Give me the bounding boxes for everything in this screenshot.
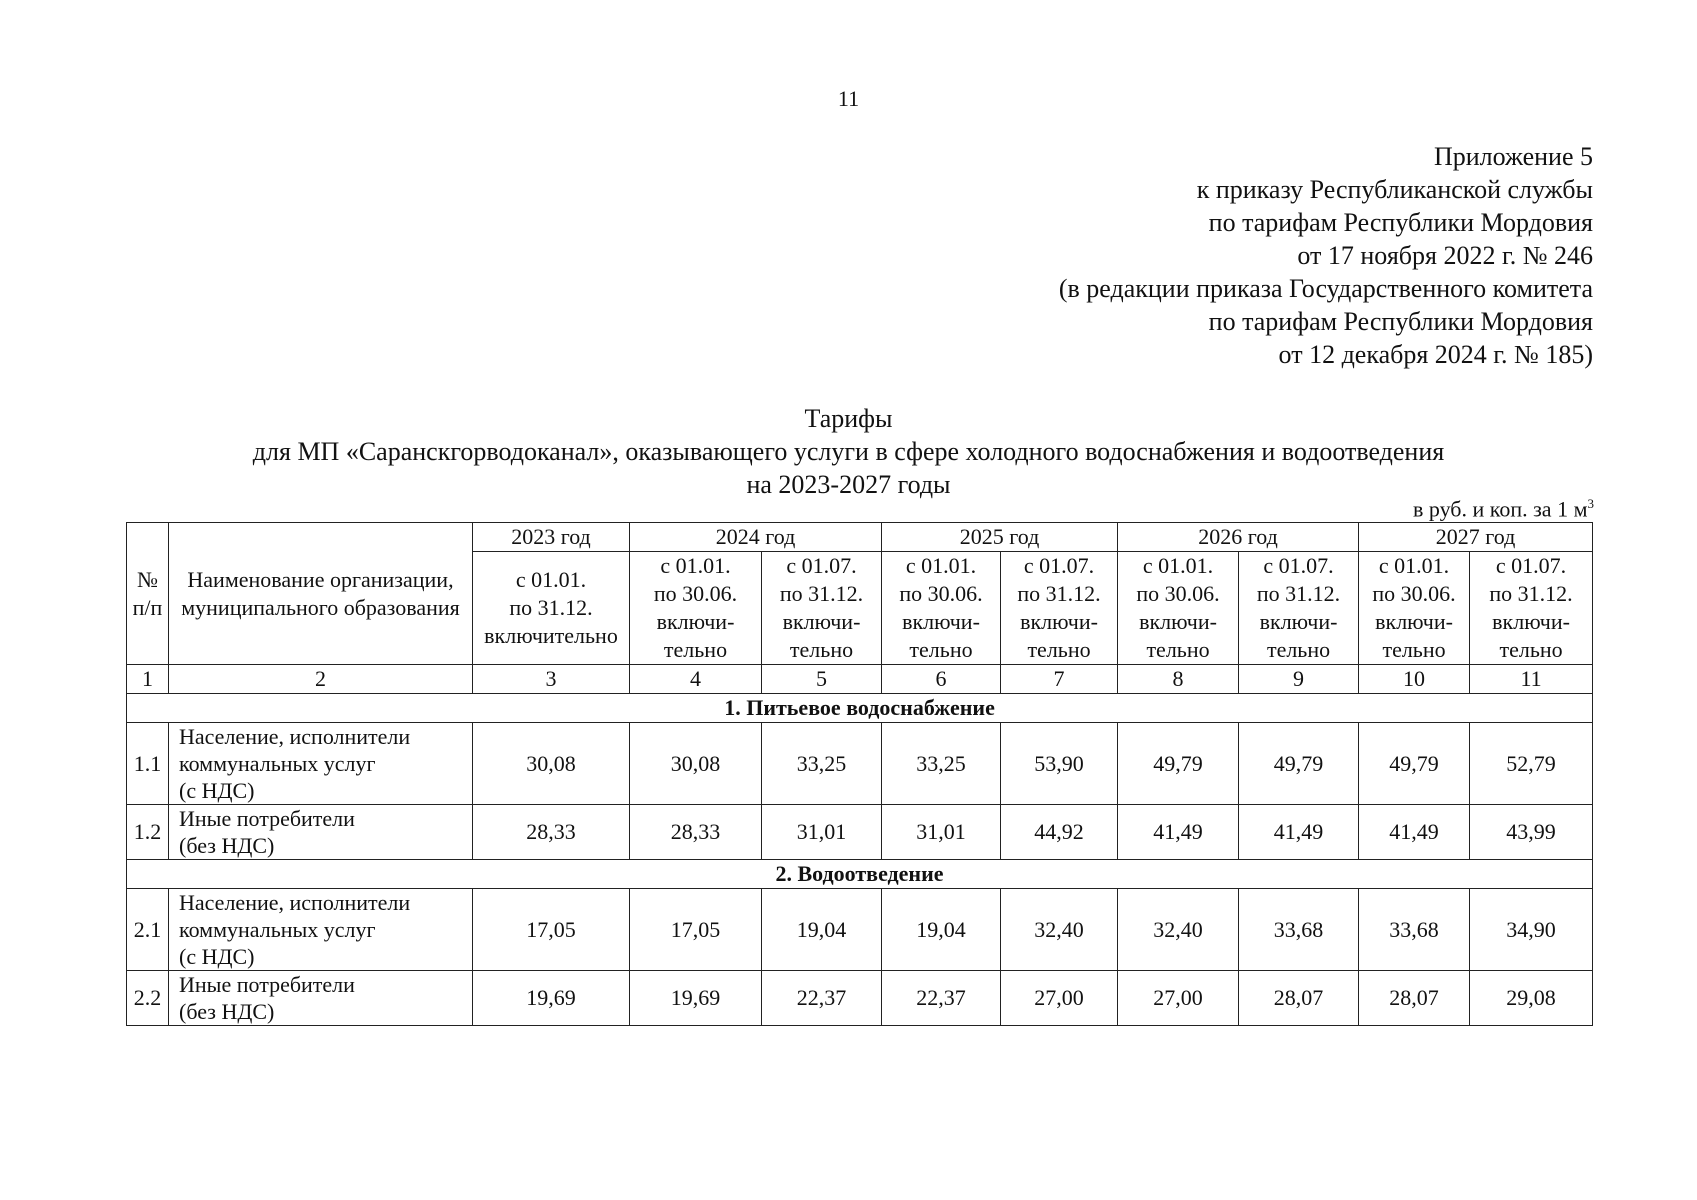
row-name <box>169 889 473 971</box>
row-number: 2.2 <box>127 971 169 1026</box>
tariff-value: 30,08 <box>473 723 630 805</box>
period-line: с 01.07. <box>1495 553 1567 578</box>
table-row <box>127 889 1593 971</box>
section-title: 1. Питьевое водоснабжение <box>127 694 1593 723</box>
appendix-line: по тарифам Республики Мордовия <box>1208 208 1593 237</box>
column-number: 10 <box>1359 665 1470 694</box>
period-header <box>882 552 1001 665</box>
column-number: 11 <box>1470 665 1593 694</box>
period-line: тельно <box>1146 637 1210 662</box>
row-name-line: коммунальных услуг <box>179 751 376 776</box>
column-number: 2 <box>169 665 473 694</box>
tariff-value: 32,40 <box>1001 889 1118 971</box>
row-name-line: (с НДС) <box>179 944 255 969</box>
period-line: включи- <box>1020 609 1098 634</box>
period-line: включи- <box>656 609 735 634</box>
period-line: с 01.01. <box>515 567 587 592</box>
period-line: включи- <box>1259 609 1338 634</box>
row-number: 1.1 <box>127 723 169 805</box>
period-line: включи- <box>902 609 980 634</box>
tariff-value: 41,49 <box>1239 805 1359 860</box>
period-line: по 31.12. <box>1017 581 1101 606</box>
period-line: тельно <box>1027 637 1091 662</box>
year-header: 2024 год <box>630 523 882 552</box>
title-line-3: на 2023-2027 годы <box>746 470 951 499</box>
tariff-value: 28,33 <box>630 805 762 860</box>
row-name-line: Население, исполнители <box>179 890 411 915</box>
period-line: тельно <box>789 637 854 662</box>
section-row <box>127 860 1593 889</box>
tariff-value: 19,69 <box>630 971 762 1026</box>
period-line: включи- <box>1492 609 1570 634</box>
table-row <box>127 805 1593 860</box>
tariff-value: 22,37 <box>882 971 1001 1026</box>
period-header <box>473 552 630 665</box>
tariff-value: 31,01 <box>762 805 882 860</box>
appendix-line: по тарифам Республики Мордовия <box>1208 307 1593 336</box>
tariff-value: 28,33 <box>473 805 630 860</box>
period-header <box>1239 552 1359 665</box>
period-header <box>1118 552 1239 665</box>
appendix-header <box>1059 140 1593 371</box>
tariff-value: 17,05 <box>630 889 762 971</box>
period-line: по 31.12. <box>509 595 593 620</box>
period-line: тельно <box>1382 637 1446 662</box>
tariff-value: 27,00 <box>1118 971 1239 1026</box>
tariff-value: 33,25 <box>762 723 882 805</box>
column-number: 6 <box>882 665 1001 694</box>
row-number: 2.1 <box>127 889 169 971</box>
row-name <box>169 971 473 1026</box>
year-header: 2027 год <box>1359 523 1593 552</box>
units-superscript: 3 <box>1587 496 1594 511</box>
period-header <box>762 552 882 665</box>
row-name <box>169 805 473 860</box>
tariffs-table <box>126 522 1593 1026</box>
tariff-value: 49,79 <box>1239 723 1359 805</box>
period-header <box>1470 552 1593 665</box>
column-number: 9 <box>1239 665 1359 694</box>
units-note <box>1413 496 1594 522</box>
row-name-line: (с НДС) <box>179 778 255 803</box>
appendix-line: Приложение 5 <box>1433 142 1593 171</box>
appendix-line: (в редакции приказа Государственного комитета <box>1058 274 1593 303</box>
tariff-value: 41,49 <box>1359 805 1470 860</box>
period-line: тельно <box>909 637 973 662</box>
table-row <box>127 723 1593 805</box>
column-number: 4 <box>630 665 762 694</box>
period-line: тельно <box>1266 637 1331 662</box>
table-row <box>127 971 1593 1026</box>
row-name-line: Население, исполнители <box>179 724 411 749</box>
period-line: по 30.06. <box>899 581 983 606</box>
tariff-value: 49,79 <box>1118 723 1239 805</box>
tariff-value: 22,37 <box>762 971 882 1026</box>
section-row <box>127 694 1593 723</box>
period-line: с 01.01. <box>1142 553 1214 578</box>
header-organization: Наименование организации, муниципального образования <box>169 523 473 665</box>
period-line: с 01.01. <box>1378 553 1450 578</box>
period-line: с 01.01. <box>905 553 977 578</box>
tariff-value: 19,69 <box>473 971 630 1026</box>
tariff-value: 44,92 <box>1001 805 1118 860</box>
period-line: по 30.06. <box>1372 581 1456 606</box>
document-title <box>0 402 1697 501</box>
tariff-value: 27,00 <box>1001 971 1118 1026</box>
tariff-value: 43,99 <box>1470 805 1593 860</box>
section-title: 2. Водоотведение <box>127 860 1593 889</box>
period-line: с 01.07. <box>1023 553 1095 578</box>
tariff-value: 30,08 <box>630 723 762 805</box>
year-header: 2025 год <box>882 523 1118 552</box>
row-name <box>169 723 473 805</box>
tariff-value: 31,01 <box>882 805 1001 860</box>
row-name-line: коммунальных услуг <box>179 917 376 942</box>
tariff-value: 53,90 <box>1001 723 1118 805</box>
units-text: в руб. и коп. за 1 м <box>1413 496 1588 522</box>
column-number: 3 <box>473 665 630 694</box>
tariff-value: 52,79 <box>1470 723 1593 805</box>
title-line-1: Тарифы <box>804 404 893 433</box>
appendix-line: к приказу Республиканской службы <box>1196 175 1593 204</box>
period-line: включи- <box>1375 609 1453 634</box>
period-line: включи- <box>782 609 861 634</box>
row-name-line: Иные потребители <box>179 806 355 831</box>
tariff-value: 17,05 <box>473 889 630 971</box>
tariff-value: 49,79 <box>1359 723 1470 805</box>
row-name-line: (без НДС) <box>179 833 275 858</box>
period-line: тельно <box>663 637 728 662</box>
period-line: с 01.07. <box>786 553 857 578</box>
period-line: по 31.12. <box>1489 581 1573 606</box>
period-header <box>1359 552 1470 665</box>
header-number: № п/п <box>127 523 169 665</box>
title-line-2: для МП «Саранскгорводоканал», оказывающего услуги в сфере холодного водоснабжения и водоотведения <box>252 437 1445 466</box>
tariff-value: 19,04 <box>882 889 1001 971</box>
period-header <box>630 552 762 665</box>
year-header: 2026 год <box>1118 523 1359 552</box>
column-number: 1 <box>127 665 169 694</box>
year-header: 2023 год <box>473 523 630 552</box>
row-number: 1.2 <box>127 805 169 860</box>
tariff-value: 28,07 <box>1239 971 1359 1026</box>
tariff-value: 29,08 <box>1470 971 1593 1026</box>
period-line: тельно <box>1499 637 1563 662</box>
period-line: с 01.07. <box>1263 553 1334 578</box>
period-header <box>1001 552 1118 665</box>
page-number: 11 <box>837 86 860 111</box>
appendix-line: от 17 ноября 2022 г. № 246 <box>1297 241 1593 270</box>
period-line: по 30.06. <box>653 581 738 606</box>
tariff-value: 34,90 <box>1470 889 1593 971</box>
period-line: с 01.01. <box>660 553 731 578</box>
column-number: 7 <box>1001 665 1118 694</box>
period-line: по 30.06. <box>1136 581 1220 606</box>
row-name-line: Иные потребители <box>179 972 355 997</box>
column-number: 8 <box>1118 665 1239 694</box>
period-line: по 31.12. <box>779 581 864 606</box>
tariff-value: 33,68 <box>1359 889 1470 971</box>
tariff-value: 19,04 <box>762 889 882 971</box>
tariff-value: 33,68 <box>1239 889 1359 971</box>
row-name-line: (без НДС) <box>179 999 275 1024</box>
tariff-value: 32,40 <box>1118 889 1239 971</box>
column-number: 5 <box>762 665 882 694</box>
period-line: включи- <box>1139 609 1217 634</box>
period-line: по 31.12. <box>1256 581 1341 606</box>
period-line: включительно <box>484 623 618 648</box>
tariff-value: 28,07 <box>1359 971 1470 1026</box>
appendix-line: от 12 декабря 2024 г. № 185) <box>1278 340 1593 369</box>
tariff-value: 41,49 <box>1118 805 1239 860</box>
tariff-value: 33,25 <box>882 723 1001 805</box>
